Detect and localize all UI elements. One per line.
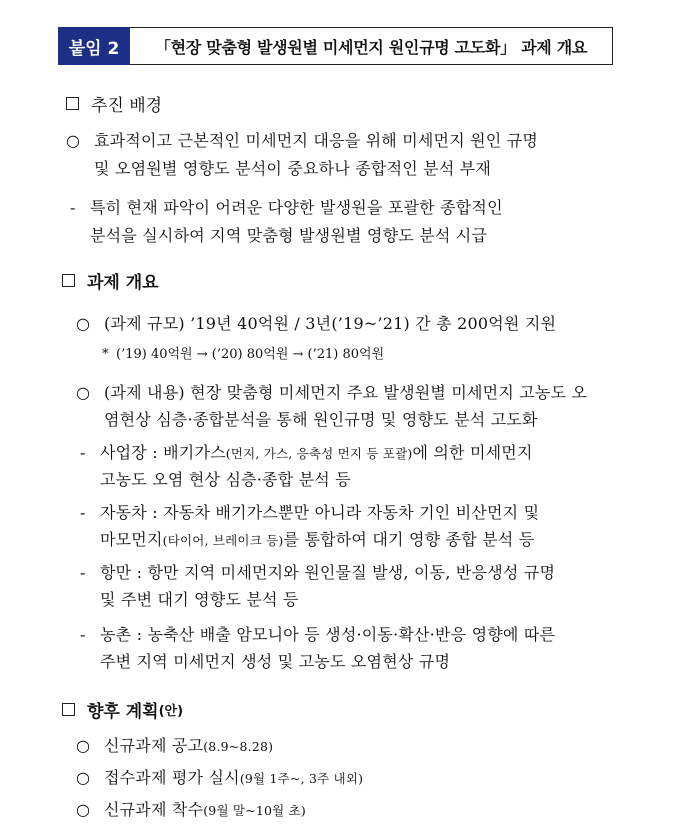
- text-line: 신규과제 공고: [104, 736, 204, 755]
- plan-item-1: [76, 733, 273, 756]
- circle-bullet-icon: ○: [76, 800, 91, 819]
- text-line: 를 통합하여 대기 영향 종합 분석 등: [283, 530, 535, 549]
- circle-bullet-icon: ○: [76, 768, 91, 787]
- text-line: 항만 : 항만 지역 미세먼지와 원인물질 발생, 이동, 반응생성 규명: [100, 563, 556, 582]
- text-line: (9월 1주~, 3주 내외): [239, 771, 364, 786]
- text-line: 자동차 : 자동차 배기가스뿐만 아니라 자동차 기인 비산먼지 및: [100, 503, 540, 522]
- text-line: 마모먼지: [100, 530, 163, 549]
- plan-item-2: [76, 765, 363, 788]
- dash-bullet-icon: -: [80, 443, 86, 462]
- section-title: 향후 계획: [87, 702, 159, 722]
- text-line: (타이어, 브레이크 등): [162, 533, 284, 548]
- overview-site: [80, 440, 533, 463]
- dash-bullet-icon: -: [80, 563, 86, 582]
- overview-port: [80, 560, 555, 583]
- text-line: (먼지, 가스, 응축성 먼지 등 포괄): [225, 446, 413, 461]
- text-line: (8.9~8.28): [203, 739, 274, 754]
- circle-bullet-icon: ○: [76, 736, 91, 755]
- circle-bullet-icon: ○: [76, 314, 91, 333]
- text-line: 접수과제 평가 실시: [104, 768, 240, 787]
- overview-port-cont: 및 주변 대기 영향도 분석 등: [100, 590, 299, 609]
- overview-farm: [80, 622, 555, 645]
- checkbox-square-icon: [62, 703, 75, 716]
- section-heading-plan: [62, 697, 183, 722]
- background-item-1-cont: 및 오염원별 영향도 분석이 중요하나 종합적인 분석 부재: [94, 159, 492, 178]
- text-line: 사업장 : 배기가스: [100, 443, 226, 462]
- section-heading-background: [66, 91, 162, 116]
- checkbox-square-icon: [66, 97, 79, 110]
- overview-scale: [76, 311, 556, 334]
- background-item-2-cont: 분석을 실시하여 지역 맞춤형 발생원별 영향도 분석 시급: [90, 226, 488, 245]
- background-item-2: [70, 195, 503, 218]
- overview-scale-note: [102, 343, 384, 362]
- section-heading-overview: [62, 268, 159, 293]
- text-line: (과제 내용) 현장 맞춤형 미세먼지 주요 발생원별 미세먼지 고농도 오: [104, 383, 588, 402]
- dash-bullet-icon: -: [80, 503, 86, 522]
- text-line: 에 의한 미세먼지: [412, 443, 533, 462]
- text-line: (9월 말~10월 초): [203, 803, 306, 818]
- overview-content-cont: 염현상 심층·종합분석을 통해 원인규명 및 영향도 분석 고도화: [104, 410, 538, 429]
- text-line: (’19) 40억원 → (’20) 80억원 → (’21) 80억원: [116, 347, 385, 362]
- text-line: 효과적이고 근본적인 미세먼지 대응을 위해 미세먼지 원인 규명: [94, 131, 539, 150]
- document-title: 「현장 맞춤형 발생원별 미세먼지 원인규명 고도화」 과제 개요: [130, 27, 613, 65]
- overview-car-cont: [100, 527, 534, 550]
- text-line: 특히 현재 파악이 어려운 다양한 발생원을 포괄한 종합적인: [90, 198, 503, 217]
- circle-bullet-icon: ○: [76, 383, 91, 402]
- section-title-suffix: (안): [158, 704, 184, 719]
- text-line: 신규과제 착수: [104, 800, 204, 819]
- star-bullet-icon: *: [102, 347, 109, 362]
- overview-car: [80, 500, 539, 523]
- section-title: 과제 개요: [87, 273, 159, 293]
- circle-bullet-icon: ○: [66, 131, 81, 150]
- dash-bullet-icon: -: [80, 625, 86, 644]
- overview-farm-cont: 주변 지역 미세먼지 생성 및 고농도 오염현상 규명: [100, 652, 451, 671]
- overview-content: [76, 380, 587, 403]
- dash-bullet-icon: -: [70, 198, 76, 217]
- document-header: [58, 27, 613, 65]
- background-item-1: [66, 128, 538, 151]
- plan-item-3: [76, 797, 306, 820]
- text-line: (과제 규모) ’19년 40억원 / 3년(’19~’21) 간 총 200억원 지원: [104, 314, 557, 333]
- attachment-badge: 붙임 2: [58, 27, 130, 65]
- section-title: 추진 배경: [91, 96, 163, 116]
- checkbox-square-icon: [62, 274, 75, 287]
- text-line: 농촌 : 농축산 배출 암모니아 등 생성·이동·확산·반응 영향에 따른: [100, 625, 556, 644]
- overview-site-cont: 고농도 오염 현상 심층·종합 분석 등: [100, 470, 351, 489]
